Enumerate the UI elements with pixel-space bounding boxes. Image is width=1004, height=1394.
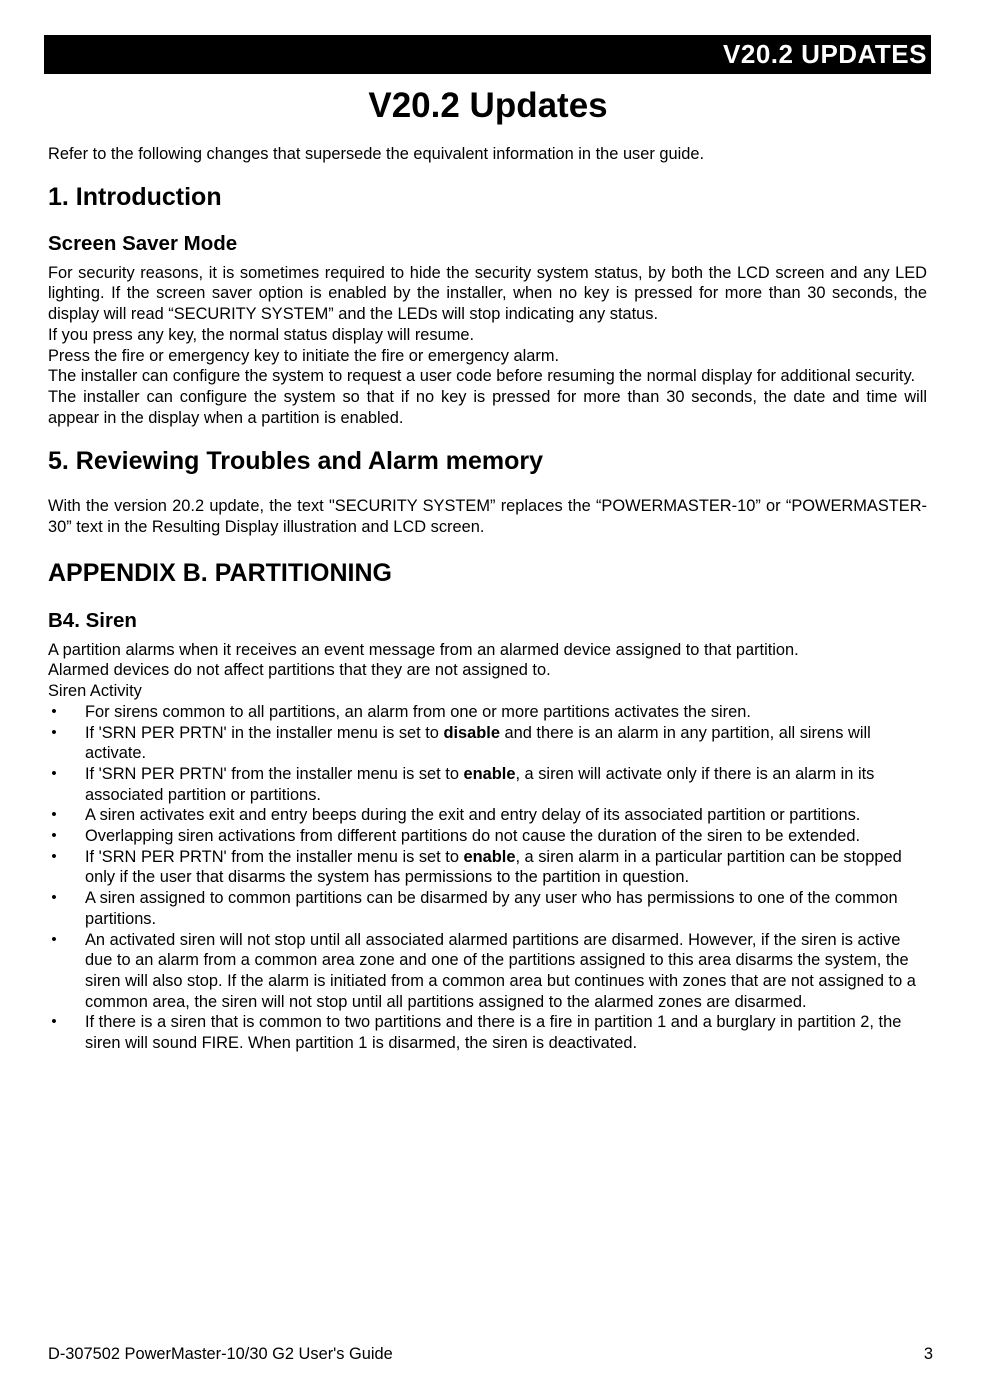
document-body [48,144,927,1054]
list-item [48,930,927,1013]
footer-page-number: 3 [923,1345,933,1363]
list-item [48,888,927,929]
paragraph: Siren Activity [48,682,142,701]
section-heading-appendix-b: APPENDIX B. PARTITIONING [48,558,393,587]
bullet-icon: • [51,930,57,948]
list-item-text: , a siren will activate only if there is an alarm in its associated partition or partitions. [85,764,875,804]
list-item-text: Overlapping siren activations from different partitions do not cause the duration of the siren to be extended. [85,827,861,846]
bold-term: enable [463,847,516,866]
bullet-icon: • [51,723,57,741]
list-item-text: An activated siren will not stop until all associated alarmed partitions are disarmed. However, if the siren is active due to an alarm from a common area zone and one of the partitions assigned to this area disarms the system, the siren will also stop. If the alarm is initiated from a common area but continues with zones that are not assigned to a common area, the siren will not stop until all partitions assigned to the alarmed zones are disarmed. [85,930,916,1011]
list-item [48,702,927,723]
list-item-text: If 'SRN PER PRTN' in the installer menu is set to [85,723,444,742]
intro-paragraph: Refer to the following changes that supersede the equivalent information in the user guide. [48,145,705,163]
header-banner-text: V20.2 UPDATES [723,39,927,69]
paragraph: With the version 20.2 update, the text "SECURITY SYSTEM” replaces the “POWERMASTER-10” or “POWERMASTER-30” text in the Resulting Display illustration and LCD screen. [48,497,927,537]
list-item-text: and there is an alarm in any partition, all sirens will activate. [85,723,871,763]
list-item-text: A siren activates exit and entry beeps during the exit and entry delay of its associated partition or partitions. [85,806,861,825]
list-item-text: If 'SRN PER PRTN' from the installer menu is set to [85,847,464,866]
list-item [48,1012,927,1053]
bullet-icon: • [51,1013,57,1031]
list-item [48,723,927,764]
list-item-text: A siren assigned to common partitions can be disarmed by any user who has permissions to one of the common partitions. [85,889,898,928]
list-item-text: If 'SRN PER PRTN' from the installer menu is set to [85,764,464,783]
bullet-icon: • [51,702,57,720]
paragraph: The installer can configure the system so that if no key is pressed for more than 30 seconds, the date and time will appear in the display when a partition is enabled. [48,387,927,427]
list-item-text: For sirens common to all partitions, an alarm from one or more partitions activates the siren. [85,702,751,721]
bold-term: enable [463,764,516,783]
subheading-siren: B4. Siren [48,608,137,632]
list-item [48,764,927,805]
bullet-icon: • [51,827,57,845]
paragraph: Alarmed devices do not affect partitions that they are not assigned to. [48,661,551,680]
list-item-text: If there is a siren that is common to two partitions and there is a fire in partition 1 and a burglary in partition 2, the siren will sound FIRE. When partition 1 is disarmed, the siren is deactivated. [85,1013,902,1053]
bullet-icon: • [51,847,57,865]
header-banner [44,35,931,74]
list-item [48,847,927,888]
paragraph: For security reasons, it is sometimes required to hide the security system status, by both the LCD screen and any LED lighting. If the screen saver option is enabled by the installer, when no key is pressed for more than 30 seconds, the display will read “SECURITY SYSTEM” and the LEDs will stop indicating any status. [48,263,927,324]
siren-activity-list [48,702,927,1054]
bullet-icon: • [51,764,57,782]
list-item [48,805,927,826]
bullet-icon: • [51,806,57,824]
list-item [48,826,927,847]
footer-document-id: D-307502 PowerMaster-10/30 G2 User's Guide [48,1345,393,1363]
list-item-text: , a siren alarm in a particular partition can be stopped only if the user that disarms the system has permissions to the partition in question. [85,847,902,887]
section-heading-introduction: 1. Introduction [48,182,222,211]
subheading-screen-saver: Screen Saver Mode [48,231,238,255]
paragraph: The installer can configure the system to request a user code before resuming the normal display for additional security. [48,367,916,386]
paragraph: If you press any key, the normal status display will resume. [48,325,475,344]
page-title: V20.2 Updates [368,86,608,125]
paragraph: Press the fire or emergency key to initiate the fire or emergency alarm. [48,346,560,365]
paragraph: A partition alarms when it receives an event message from an alarmed device assigned to that partition. [48,640,799,659]
bullet-icon: • [51,889,57,907]
section-heading-reviewing-troubles: 5. Reviewing Troubles and Alarm memory [48,447,544,476]
bold-term: disable [443,723,500,742]
